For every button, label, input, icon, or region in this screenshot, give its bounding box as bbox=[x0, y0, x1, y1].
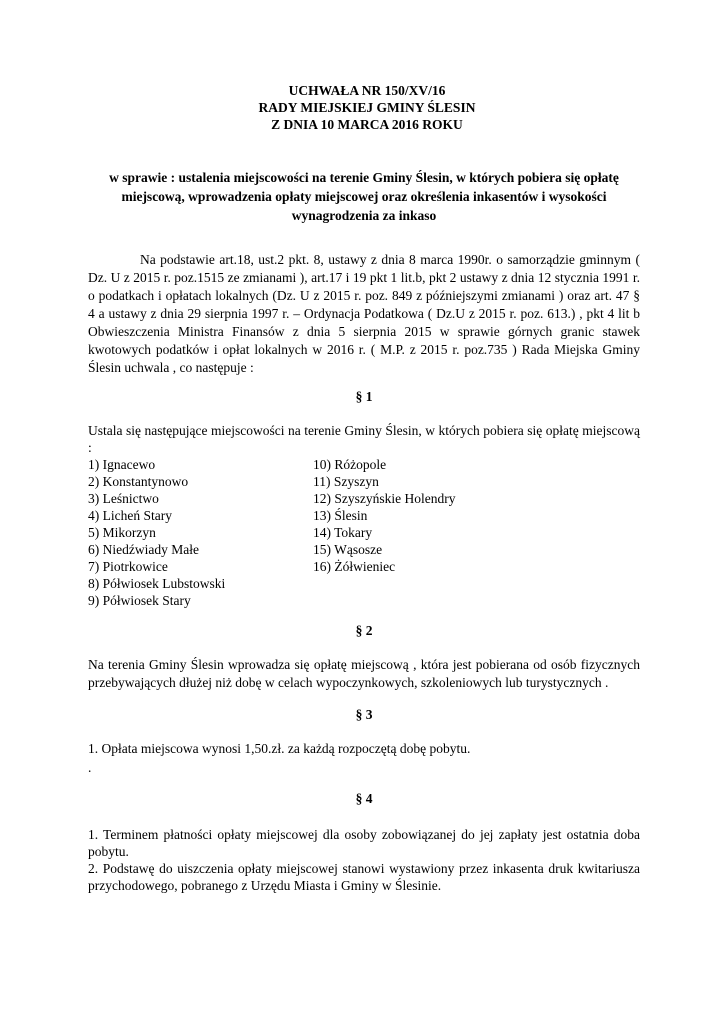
title-line-2: RADY MIEJSKIEJ GMINY ŚLESIN bbox=[258, 100, 476, 115]
section-2-heading: § 2 bbox=[355, 623, 373, 638]
section-1-heading: § 1 bbox=[355, 389, 373, 404]
list-item: 13) Ślesin bbox=[313, 508, 368, 523]
title-line-3: Z DNIA 10 MARCA 2016 ROKU bbox=[271, 117, 463, 132]
list-item: 4) Licheń Stary bbox=[88, 508, 172, 523]
list-item: 8) Półwiosek Lubstowski bbox=[88, 576, 226, 591]
list-item: 12) Szyszyńskie Holendry bbox=[313, 491, 456, 506]
title-line-1: UCHWAŁA NR 150/XV/16 bbox=[288, 83, 446, 98]
list-item: 5) Mikorzyn bbox=[88, 525, 156, 540]
legal-basis-preamble: Na podstawie art.18, ust.2 pkt. 8, ustawy z dnia 8 marca 1990r. o samorządzie gminnym ( Dz. U z 2015 r. poz.1515 ze zmianami ), art.17 i 19 pkt 1 lit.b, pkt 2 ustawy z dnia 12 stycznia 1991 r. o podatkach i opłatach lokalnych (Dz. U z 2015 r. poz. 849 z późniejszymi zmianami ) oraz art. 47 § 4 a ustawy z dnia 29 sierpnia 1997 r. – Ordynacja Podatkowa ( Dz.U z 2015 r. poz. 613.) , pkt 4 lit b Obwieszczenia Ministra Finansów z dnia 5 sierpnia 2015 w sprawie górnych granic stawek kwotowych podatków i opłat lokalnych w 2016 r. ( M.P. z 2015 r. poz.735 ) Rada Miejska Gminy Ślesin uchwala , co następuje : bbox=[88, 252, 640, 375]
list-item: 10) Różopole bbox=[313, 457, 387, 472]
list-item: 11) Szyszyn bbox=[313, 474, 379, 489]
section-4-point-1: 1. Terminem płatności opłaty miejscowej dla osoby zobowiązanej do jej zapłaty jest ostatnia doba pobytu. bbox=[88, 827, 640, 859]
section-1-intro: Ustala się następujące miejscowości na terenie Gminy Ślesin, w których pobiera się opłatę miejscową : bbox=[88, 423, 640, 455]
list-item: 14) Tokary bbox=[313, 525, 373, 540]
section-4-point-2: 2. Podstawę do uiszczenia opłaty miejscowej stanowi wystawiony przez inkasenta druk kwitariusza przychodowego, pobranego z Urzędu Miasta i Gminy w Ślesinie. bbox=[88, 861, 640, 893]
list-item: 6) Niedźwiady Małe bbox=[88, 542, 199, 557]
section-4-heading: § 4 bbox=[355, 791, 373, 806]
list-item: 3) Leśnictwo bbox=[88, 491, 159, 506]
section-2-text: Na terenia Gminy Ślesin wprowadza się opłatę miejscową , która jest pobierana od osób fizycznych przebywających dłużej niż dobę w celach wypoczynkowych, szkoleniowych lub turystycznych . bbox=[88, 657, 640, 690]
list-item: 15) Wąsosze bbox=[313, 542, 383, 557]
resolution-subject: w sprawie : ustalenia miejscowości na terenie Gminy Ślesin, w których pobiera się opłatę miejscową, wprowadzenia opłaty miejscowej oraz określenia inkasentów i wysokości wynagrodzenia za inkaso bbox=[109, 170, 619, 223]
list-item: 2) Konstantynowo bbox=[88, 474, 189, 489]
list-item: 1) Ignacewo bbox=[88, 457, 156, 472]
towns-list-left bbox=[88, 456, 225, 609]
section-3-heading: § 3 bbox=[355, 707, 373, 722]
section-3-text: 1. Opłata miejscowa wynosi 1,50.zł. za każdą rozpoczętą dobę pobytu. bbox=[88, 741, 471, 756]
stray-dot: . bbox=[88, 760, 92, 775]
list-item: 9) Półwiosek Stary bbox=[88, 593, 191, 608]
list-item: 16) Żółwieniec bbox=[313, 559, 396, 574]
resolution-title bbox=[0, 82, 724, 133]
list-item: 7) Piotrkowice bbox=[88, 559, 168, 574]
towns-list-right bbox=[313, 456, 455, 575]
